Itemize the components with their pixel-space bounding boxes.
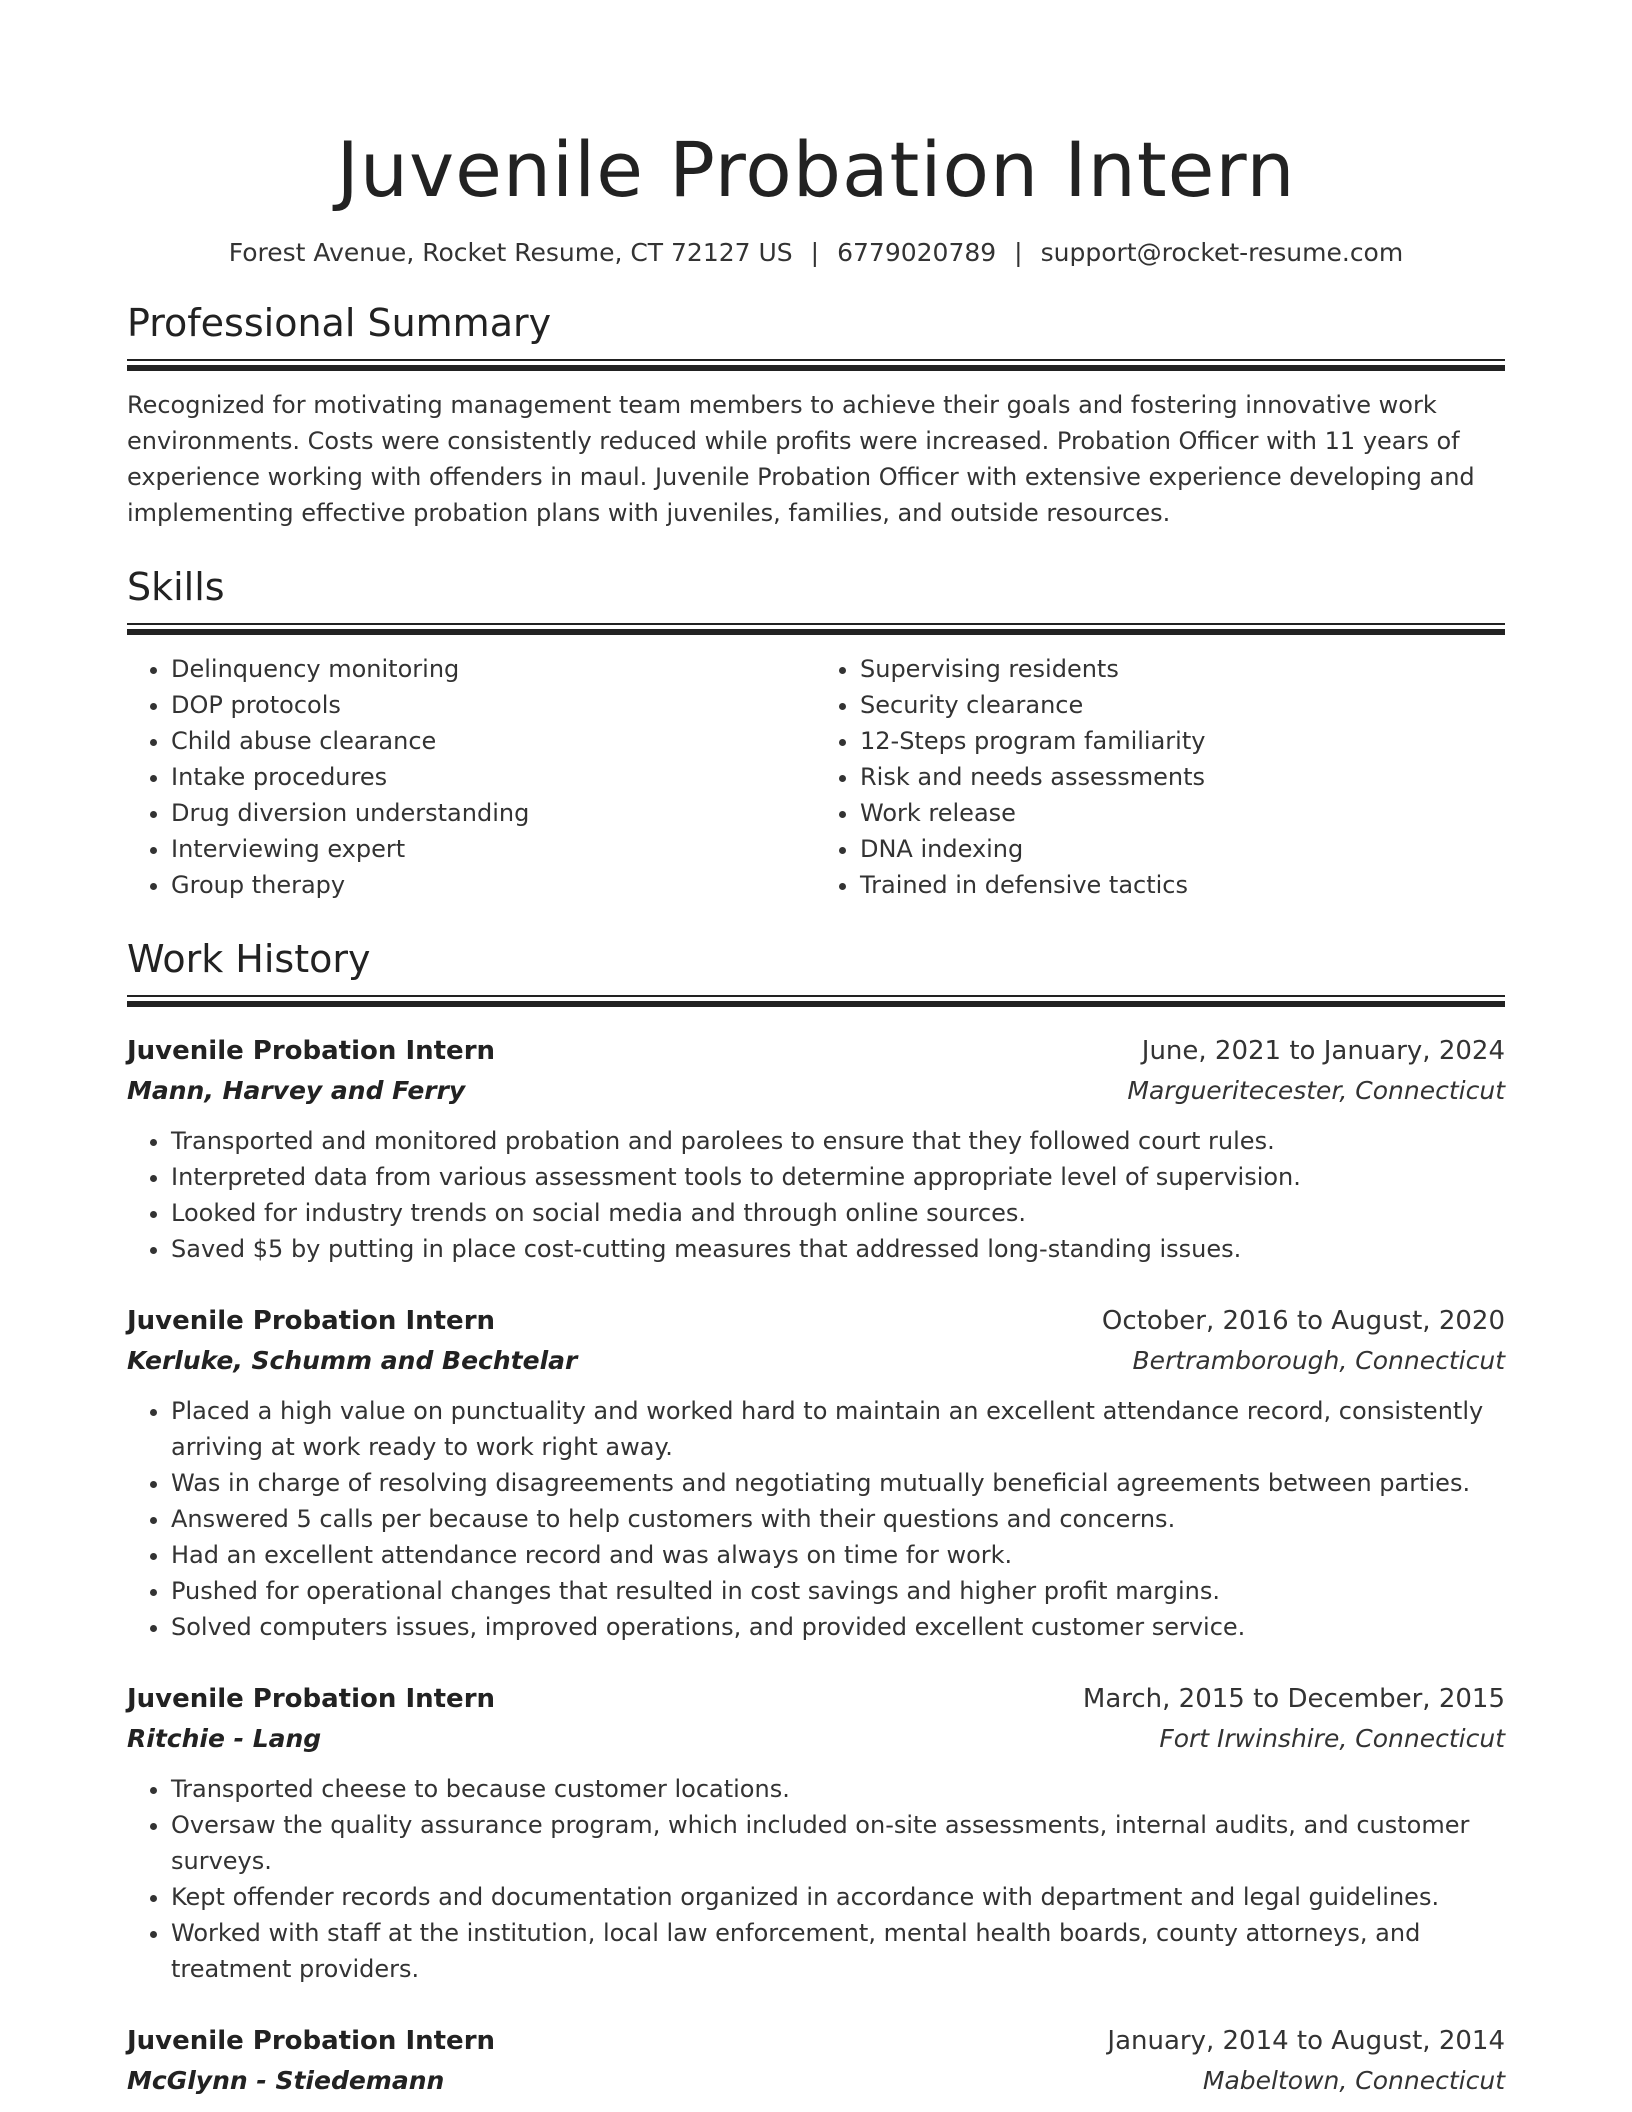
job-title-row: [127, 1679, 1505, 1719]
job-title: Juvenile Probation Intern: [127, 1306, 496, 1336]
skill-item: • Delinquency monitoring: [171, 651, 816, 687]
skill-item: • Work release: [860, 795, 1505, 831]
contact-separator: |: [1014, 238, 1023, 267]
job-title: Juvenile Probation Intern: [127, 1684, 496, 1714]
section-title-summary: Professional Summary: [127, 301, 552, 345]
job-entry: [127, 2021, 1505, 2101]
job-company-row: [127, 1071, 1505, 1111]
job-dates: March, 2015 to December, 2015: [1082, 1684, 1505, 1714]
job-title-row: [127, 1031, 1505, 1071]
job-bullet: • Was in charge of resolving disagreements and negotiating mutually beneficial agreements between parties.: [171, 1465, 1505, 1501]
skill-item: • Supervising residents: [860, 651, 1505, 687]
job-entry: [127, 1031, 1505, 1267]
job-dates: June, 2021 to January, 2024: [1141, 1036, 1505, 1066]
job-bullet: • Kept offender records and documentation organized in accordance with department and legal guidelines.: [171, 1879, 1505, 1915]
job-bullet: • Had an excellent attendance record and was always on time for work.: [171, 1537, 1505, 1573]
skills-section: [127, 561, 1505, 903]
job-dates: October, 2016 to August, 2020: [1101, 1306, 1505, 1336]
skills-list-left: [127, 651, 816, 903]
job-location: Mabeltown, Connecticut: [1202, 2066, 1505, 2095]
job-bullets: [127, 1393, 1505, 1645]
job-bullet: • Looked for industry trends on social media and through online sources.: [171, 1195, 1505, 1231]
job-bullet: • Saved $5 by putting in place cost-cutting measures that addressed long-standing issues.: [171, 1231, 1505, 1267]
job-entry: [127, 1679, 1505, 1987]
skill-item: • 12-Steps program familiarity: [860, 723, 1505, 759]
skill-item: • DNA indexing: [860, 831, 1505, 867]
job-bullets: [127, 1771, 1505, 1987]
skill-item: • Security clearance: [860, 687, 1505, 723]
skills-column-right: [816, 651, 1505, 903]
email: support@rocket-resume.com: [1040, 238, 1404, 267]
skills-column-left: [127, 651, 816, 903]
job-bullet: • Solved computers issues, improved operations, and provided excellent customer service.: [171, 1609, 1505, 1645]
summary-text: Recognized for motivating management team members to achieve their goals and fostering innovative work environments. Costs were consistently reduced while profits were increased. Probation Officer with 11 years of experience working with offenders in maul. Juvenile Probation Officer with extensive experience developing and implementing effective probation plans with juveniles, families, and outside resources.: [127, 391, 1475, 527]
job-company: McGlynn - Stiedemann: [127, 2066, 445, 2095]
work-history-section: [127, 933, 1505, 2101]
job-location: Fort Irwinshire, Connecticut: [1159, 1724, 1505, 1753]
job-bullet: • Worked with staff at the institution, local law enforcement, mental health boards, county attorneys, and treatment providers.: [171, 1915, 1505, 1987]
job-title-row: [127, 1301, 1505, 1341]
skill-item: • Drug diversion understanding: [171, 795, 816, 831]
skill-item: • DOP protocols: [171, 687, 816, 723]
skill-item: • Interviewing expert: [171, 831, 816, 867]
skills-columns: [127, 651, 1505, 903]
section-title-skills: Skills: [127, 565, 225, 609]
job-dates: January, 2014 to August, 2014: [1107, 2026, 1505, 2056]
section-divider: [127, 623, 1505, 637]
section-title-work-history: Work History: [127, 937, 371, 981]
summary-section: [127, 297, 1505, 531]
job-bullet: • Oversaw the quality assurance program, which included on-site assessments, internal audits, and customer surveys.: [171, 1807, 1505, 1879]
job-bullet: • Transported cheese to because customer locations.: [171, 1771, 1505, 1807]
job-title: Juvenile Probation Intern: [127, 2026, 496, 2056]
job-bullet: • Interpreted data from various assessment tools to determine appropriate level of supervision.: [171, 1159, 1505, 1195]
skill-item: • Risk and needs assessments: [860, 759, 1505, 795]
skill-item: • Child abuse clearance: [171, 723, 816, 759]
address: Forest Avenue, Rocket Resume, CT 72127 US: [228, 238, 793, 267]
job-company: Kerluke, Schumm and Bechtelar: [127, 1346, 578, 1375]
job-bullet: • Answered 5 calls per because to help customers with their questions and concerns.: [171, 1501, 1505, 1537]
job-bullet: • Transported and monitored probation and parolees to ensure that they followed court rules.: [171, 1123, 1505, 1159]
job-company: Ritchie - Lang: [127, 1724, 322, 1753]
job-bullet: • Pushed for operational changes that resulted in cost savings and higher profit margins.: [171, 1573, 1505, 1609]
phone: 6779020789: [837, 238, 997, 267]
job-entry: [127, 1301, 1505, 1645]
job-company-row: [127, 1341, 1505, 1381]
section-divider: [127, 359, 1505, 373]
contact-separator: |: [810, 238, 820, 267]
job-title-row: [127, 2021, 1505, 2061]
job-location: Bertramborough, Connecticut: [1132, 1346, 1505, 1375]
job-company-row: [127, 1719, 1505, 1759]
job-bullets: [127, 1123, 1505, 1267]
job-bullet: • Placed a high value on punctuality and worked hard to maintain an excellent attendance record, consistently arriving at work ready to work right away.: [171, 1393, 1505, 1465]
job-location: Margueritecester, Connecticut: [1127, 1076, 1505, 1105]
skill-item: • Trained in defensive tactics: [860, 867, 1505, 903]
skill-item: • Intake procedures: [171, 759, 816, 795]
skill-item: • Group therapy: [171, 867, 816, 903]
job-title: Juvenile Probation Intern: [127, 1036, 496, 1066]
contact-line: [127, 238, 1505, 267]
job-company-row: [127, 2061, 1505, 2101]
skills-list-right: [816, 651, 1505, 903]
section-divider: [127, 995, 1505, 1009]
candidate-name: Juvenile Probation Intern: [336, 125, 1296, 214]
job-company: Mann, Harvey and Ferry: [127, 1076, 466, 1105]
